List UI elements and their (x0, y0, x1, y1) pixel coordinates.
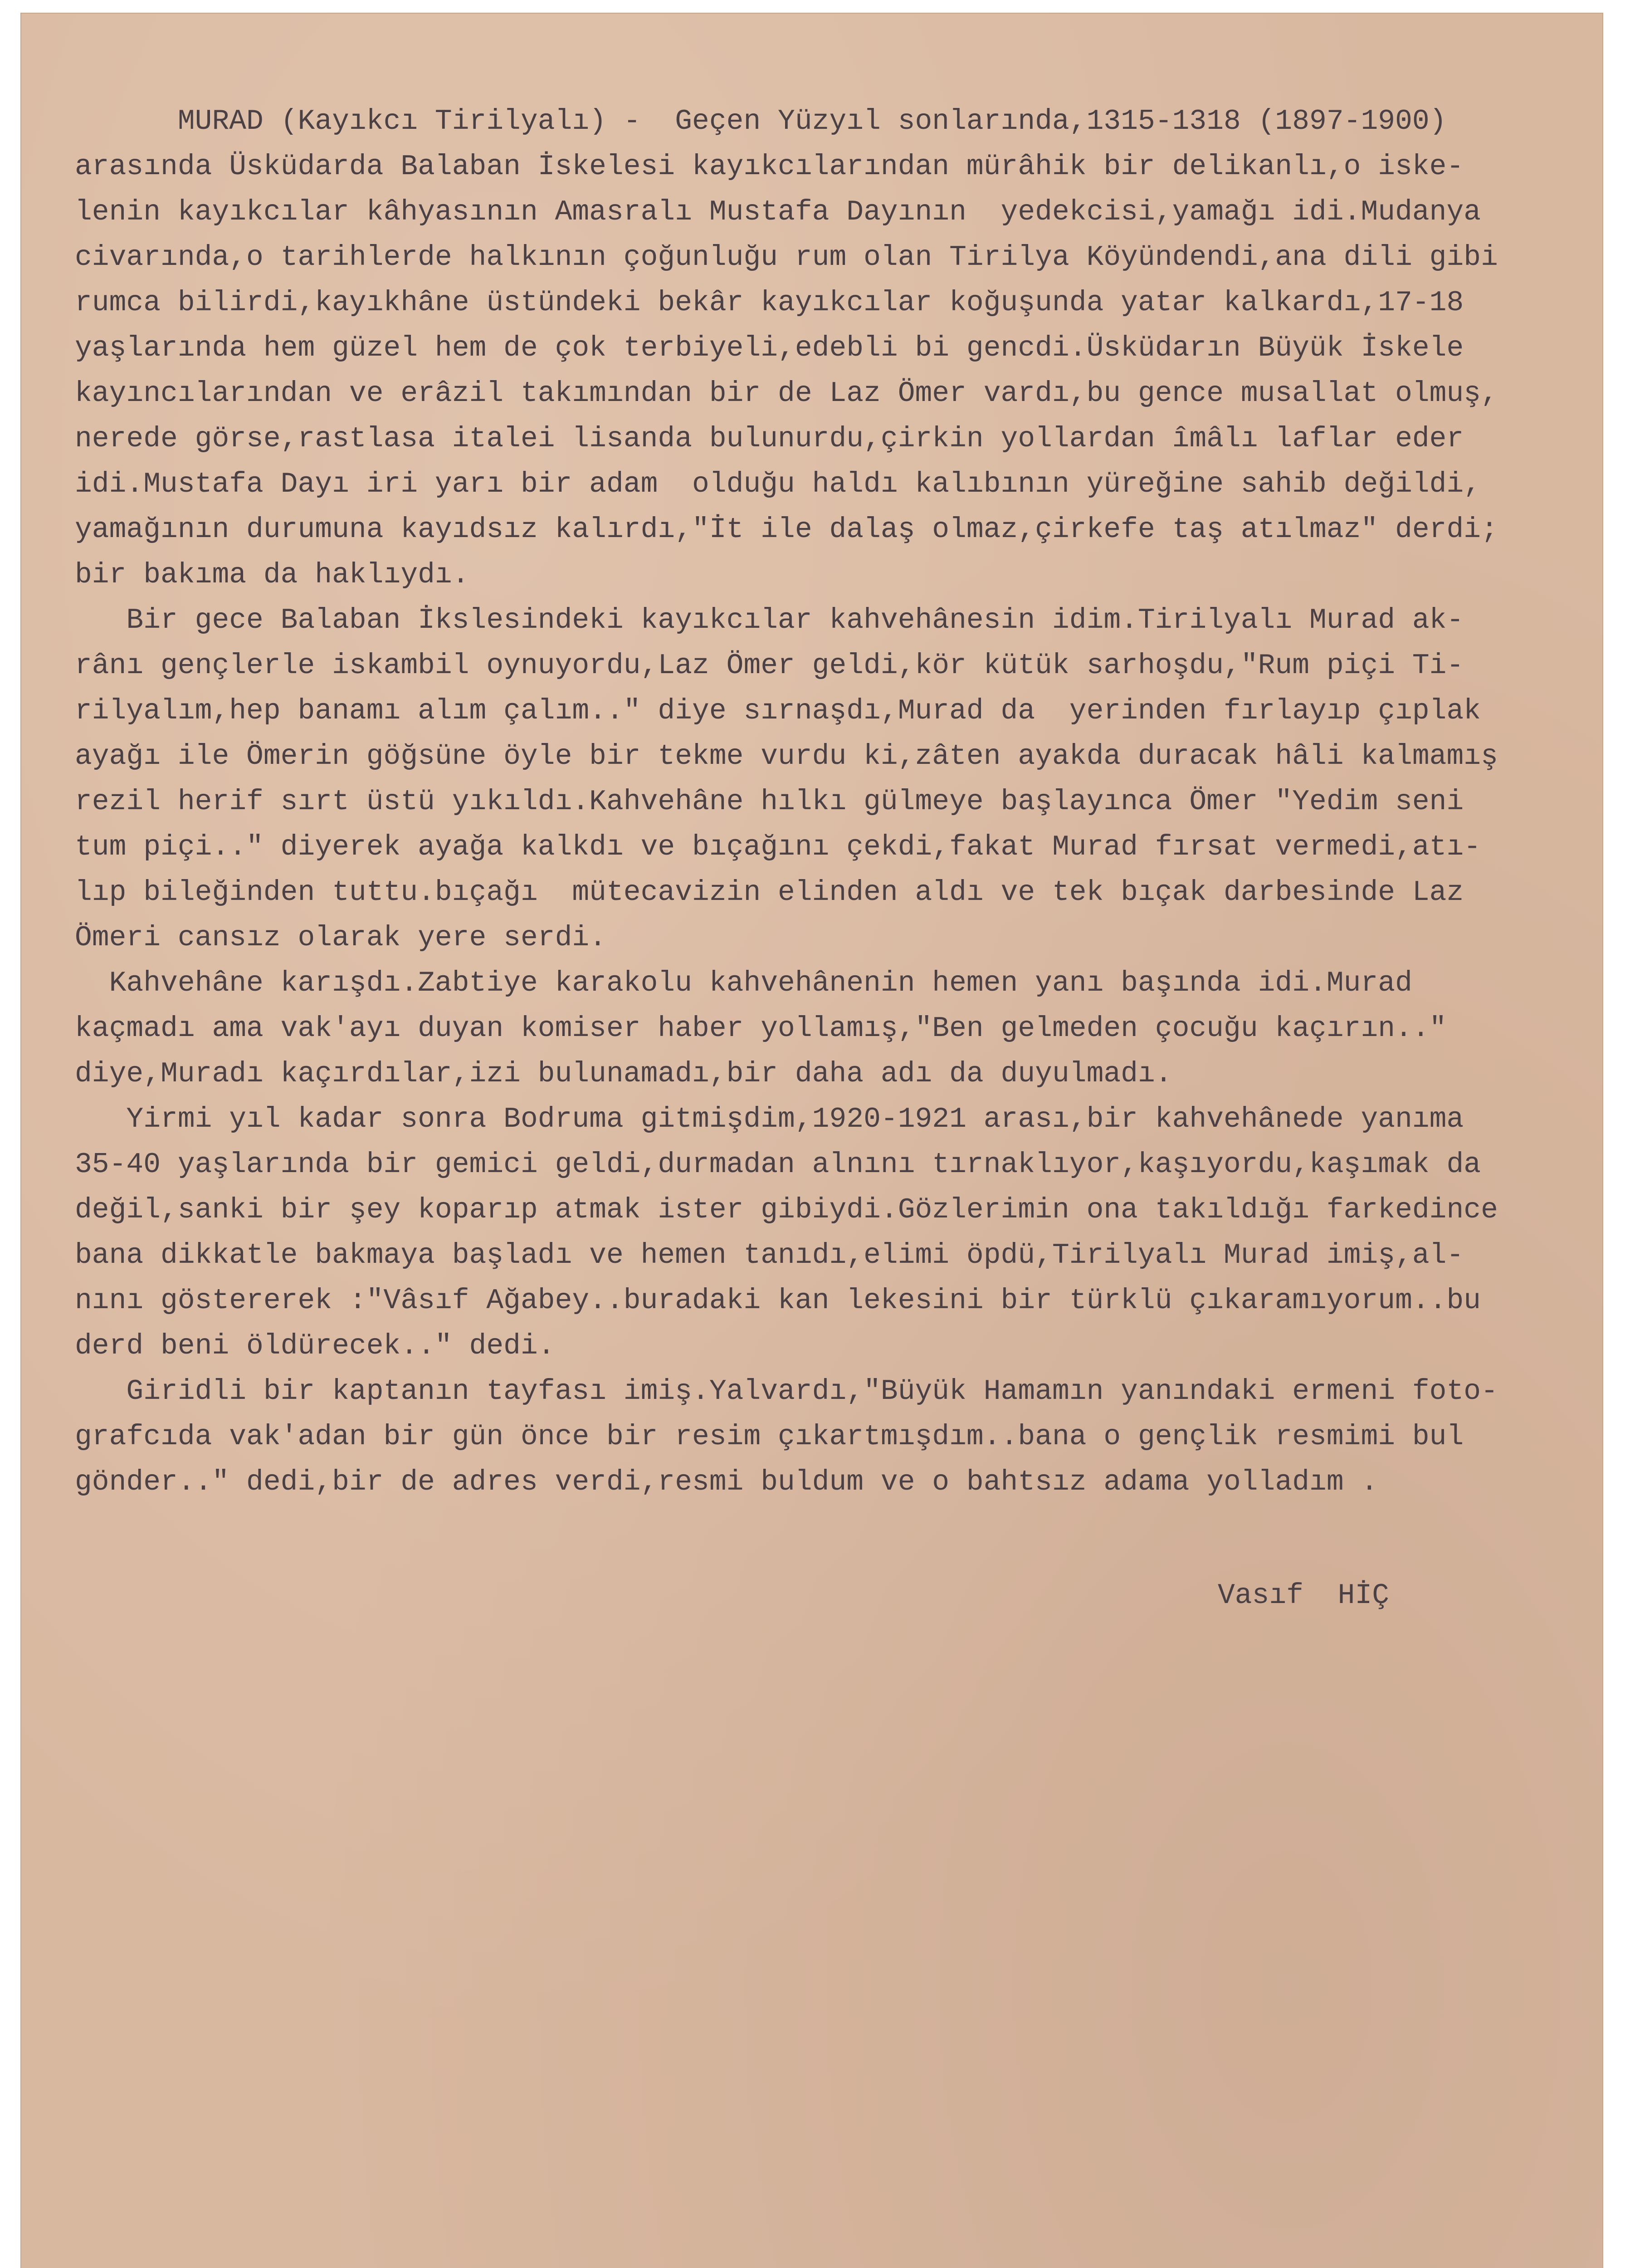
text-line: rumca bilirdi,kayıkhâne üstündeki bekâr kayıkcılar koğuşunda yatar kalkardı,17-18 (75, 287, 1464, 319)
text-line: kayıncılarından ve erâzil takımından bir de Laz Ömer vardı,bu gence musallat olmuş, (75, 377, 1498, 410)
text-line: rilyalım,hep banamı alım çalım.." diye sırnaşdı,Murad da yerinden fırlayıp çıplak (75, 695, 1481, 727)
text-line: civarında,o tarihlerde halkının çoğunluğu rum olan Tirilya Köyündendi,ana dili gibi (75, 241, 1498, 274)
text-line: rânı gençlerle iskambil oynuyordu,Laz Ömer geldi,kör kütük sarhoşdu,"Rum piçi Ti- (75, 650, 1464, 682)
text-line: diye,Muradı kaçırdılar,izi bulunamadı,bir daha adı da duyulmadı. (75, 1058, 1172, 1090)
text-line: Ömeri cansız olarak yere serdi. (75, 922, 606, 954)
text-line: lenin kayıkcılar kâhyasının Amasralı Mustafa Dayının yedekcisi,yamağı idi.Mudanya (75, 196, 1481, 228)
typed-text-body (75, 99, 1625, 1505)
text-line: grafcıda vak'adan bir gün önce bir resim çıkartmışdım..bana o gençlik resmimi bul (75, 1421, 1464, 1453)
text-line: ayağı ile Ömerin göğsüne öyle bir tekme vurdu ki,zâten ayakda duracak hâli kalmamış (75, 740, 1498, 772)
text-line: idi.Mustafa Dayı iri yarı bir adam olduğu haldı kalıbının yüreğine sahib değildi, (75, 468, 1481, 500)
text-line: Bir gece Balaban İkslesindeki kayıkcılar kahvehânesin idim.Tirilyalı Murad ak- (75, 604, 1464, 636)
text-line: nını göstererek :"Vâsıf Ağabey..buradaki kan lekesini bir türklü çıkaramıyorum..bu (75, 1285, 1481, 1317)
text-line: yamağının durumuna kayıdsız kalırdı,"İt ile dalaş olmaz,çirkefe taş atılmaz" derdi; (75, 513, 1498, 546)
signature: Vasıf HİÇ (1218, 1579, 1390, 1612)
paper-sheet (20, 13, 1603, 2268)
text-line: kaçmadı ama vak'ayı duyan komiser haber yollamış,"Ben gelmeden çocuğu kaçırın.." (75, 1012, 1447, 1045)
text-line: Kahvehâne karışdı.Zabtiye karakolu kahvehânenin hemen yanı başında idi.Murad (75, 967, 1412, 999)
text-line: bana dikkatle bakmaya başladı ve hemen tanıdı,elimi öpdü,Tirilyalı Murad imiş,al- (75, 1239, 1464, 1271)
text-line: derd beni öldürecek.." dedi. (75, 1330, 555, 1362)
text-line: bir bakıma da haklıydı. (75, 559, 469, 591)
text-line: tum piçi.." diyerek ayağa kalkdı ve bıçağını çekdi,fakat Murad fırsat vermedi,atı- (75, 831, 1481, 863)
text-line: Giridli bir kaptanın tayfası imiş.Yalvardı,"Büyük Hamamın yanındaki ermeni foto- (75, 1375, 1498, 1408)
text-line: rezil herif sırt üstü yıkıldı.Kahvehâne hılkı gülmeye başlayınca Ömer "Yedim seni (75, 786, 1464, 818)
text-line: yaşlarında hem güzel hem de çok terbiyeli,edebli bi gencdi.Üsküdarın Büyük İskele (75, 332, 1464, 364)
text-line: Yirmi yıl kadar sonra Bodruma gitmişdim,1920-1921 arası,bir kahvehânede yanıma (75, 1103, 1464, 1135)
text-line: nerede görse,rastlasa italei lisanda bulunurdu,çirkin yollardan îmâlı laflar eder (75, 423, 1464, 455)
text-line: gönder.." dedi,bir de adres verdi,resmi buldum ve o bahtsız adama yolladım . (75, 1466, 1378, 1498)
text-line: arasında Üsküdarda Balaban İskelesi kayıkcılarından mürâhik bir delikanlı,o iske- (75, 151, 1464, 183)
text-line: 35-40 yaşlarında bir gemici geldi,durmadan alnını tırnaklıyor,kaşıyordu,kaşımak da (75, 1149, 1481, 1181)
text-line: lıp bileğinden tuttu.bıçağı mütecavizin elinden aldı ve tek bıçak darbesinde Laz (75, 876, 1464, 909)
text-line: değil,sanki bir şey koparıp atmak ister gibiydi.Gözlerimin ona takıldığı farkedince (75, 1194, 1498, 1226)
text-line: MURAD (Kayıkcı Tirilyalı) - Geçen Yüzyıl sonlarında,1315-1318 (1897-1900) (75, 105, 1447, 137)
